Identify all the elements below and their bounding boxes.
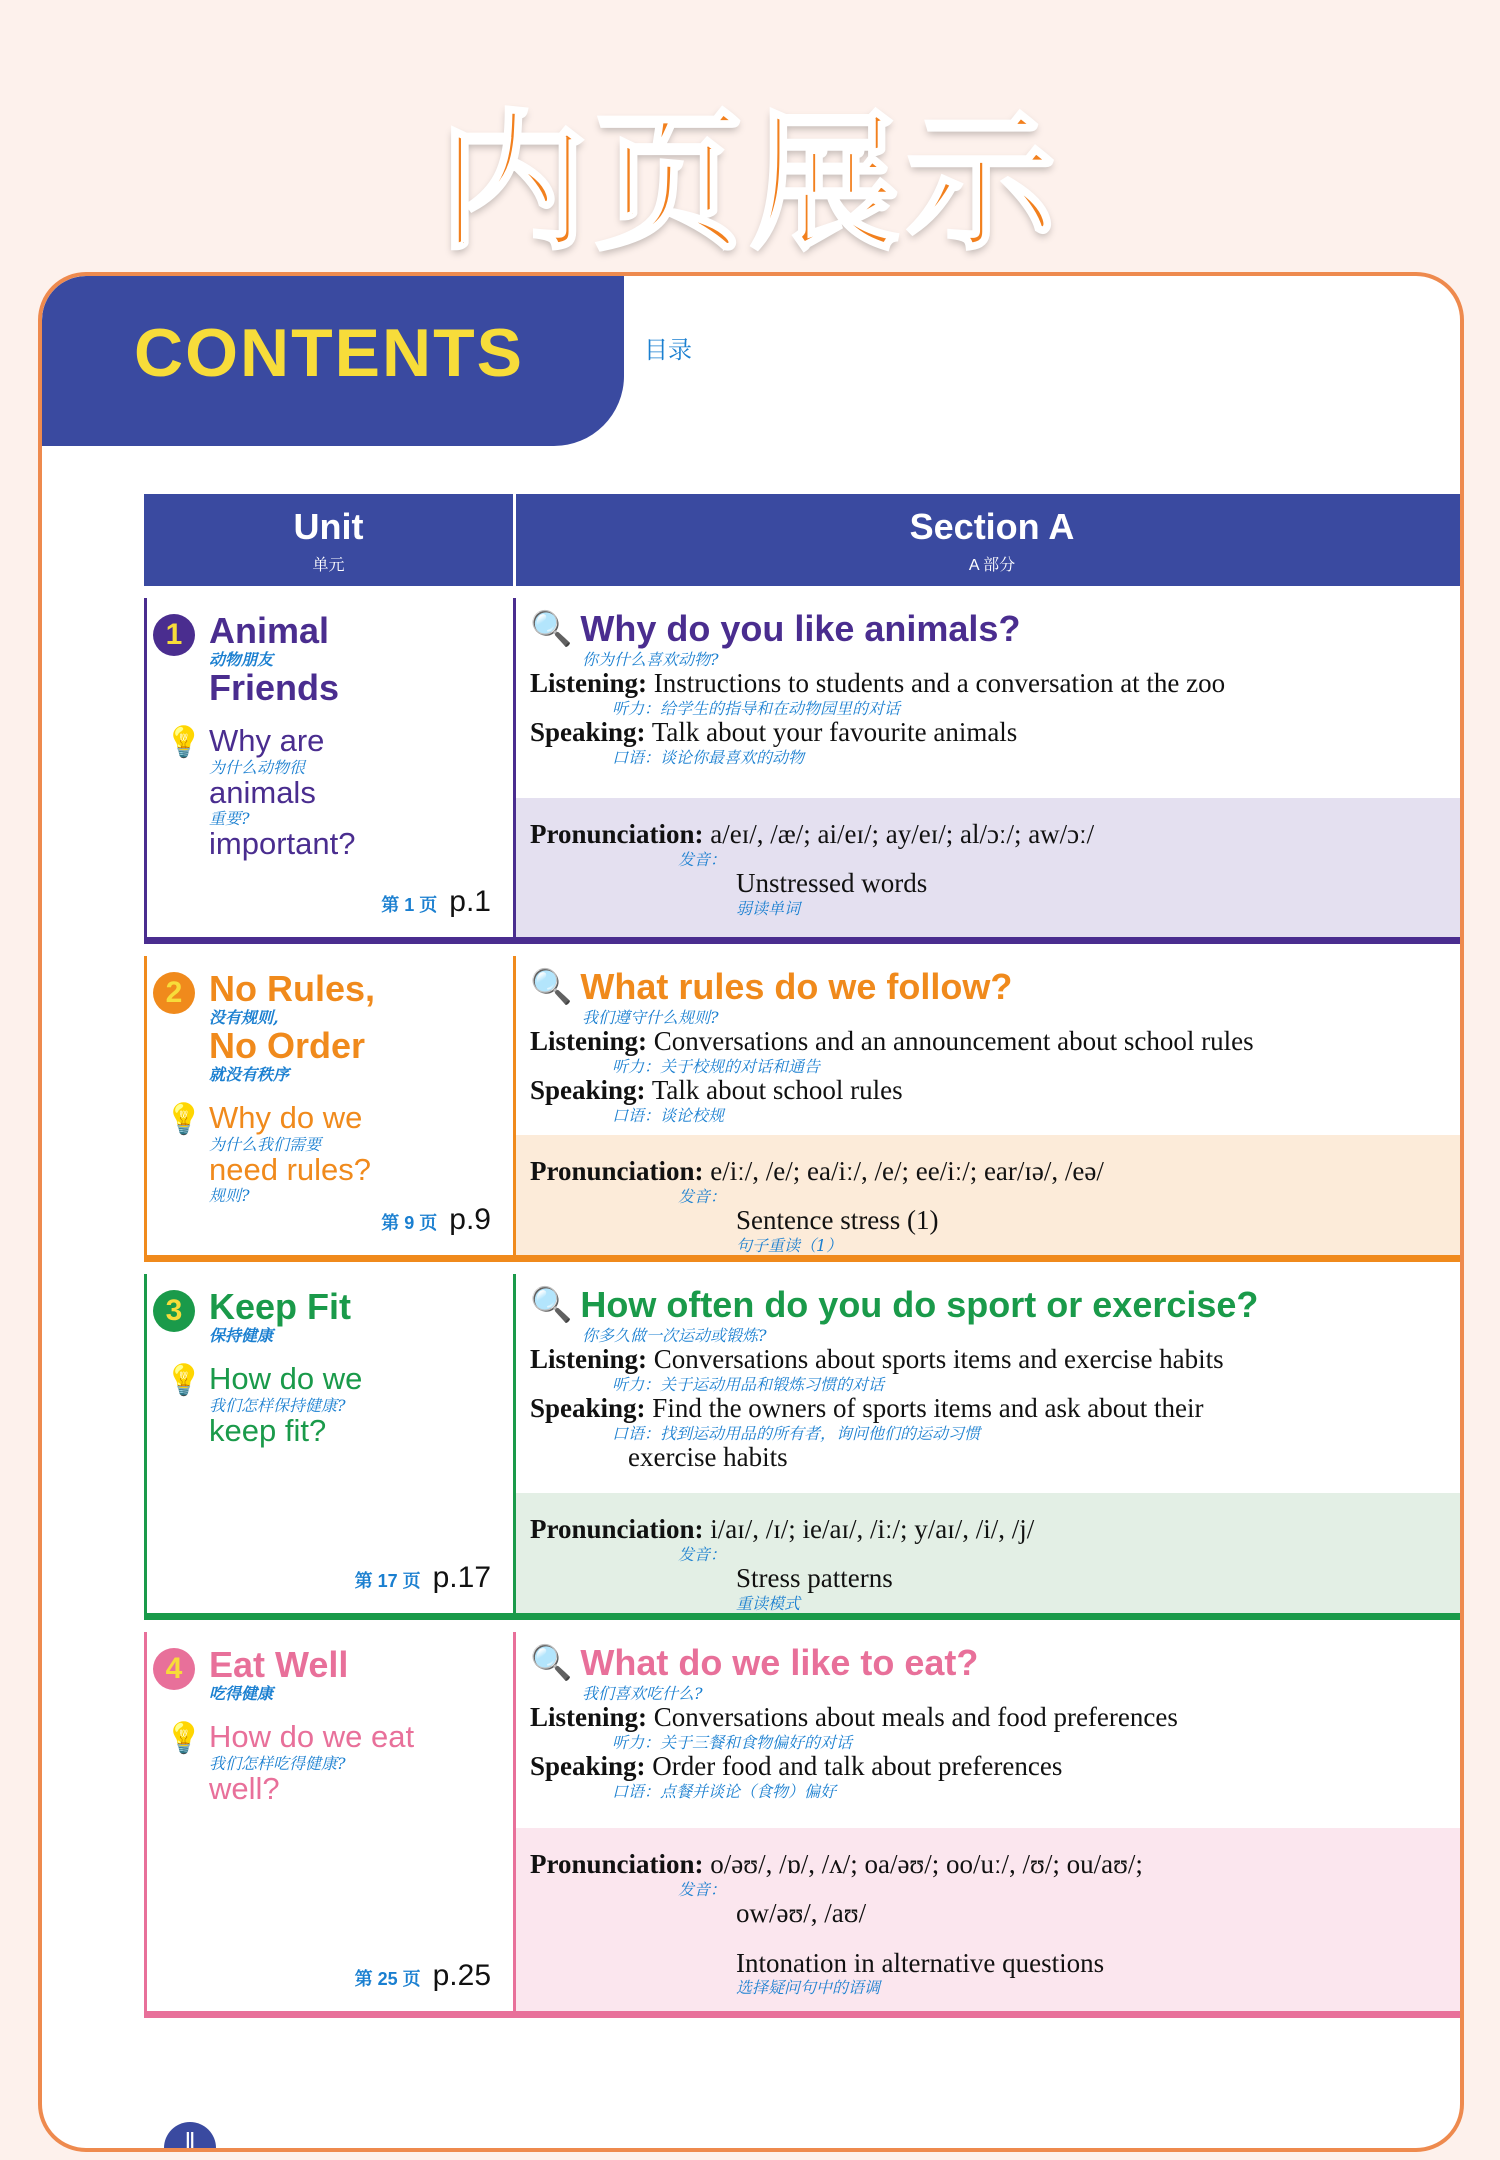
listening-label: Listening: (530, 668, 648, 699)
magnifier-question-icon: 🔍 (530, 610, 573, 648)
unit-question-line: keep fit? (209, 1412, 327, 1448)
unit-row (144, 598, 1464, 944)
speaking-label: Speaking: (530, 1075, 646, 1106)
unit-question-line: Why are (209, 723, 325, 758)
unit-question-cn: 我们怎样吃得健康? (209, 1753, 346, 1773)
section-heading (530, 608, 1456, 650)
page-ref-cn: 第 17 页 (354, 1571, 421, 1591)
speaking-text: Talk about your favourite animals (651, 717, 1018, 748)
unit-question-cn: 重要? (209, 809, 250, 829)
listening-text: Instructions to students and a conversation at the zoo (653, 668, 1226, 699)
listening-label: Listening: (530, 1026, 648, 1057)
listening-line (530, 669, 1456, 699)
magnifier-question-icon: 🔍 (530, 1286, 573, 1324)
listening-label: Listening: (530, 1702, 648, 1733)
pronunciation-label: Pronunciation: (530, 1156, 704, 1187)
unit-question-line: need rules? (209, 1151, 372, 1187)
unit-big-question (209, 725, 355, 861)
pronunciation-label: Pronunciation: (530, 819, 704, 849)
speaking-text: Find the owners of sports items and ask about their (652, 1393, 1204, 1424)
speaking-cn: 口语：点餐并谈论（食物）偏好 (612, 1781, 837, 1801)
pronunciation-section (516, 1135, 1464, 1255)
section-a-content (516, 956, 1464, 1135)
section-heading-text: What rules do we follow? (580, 966, 1013, 1007)
contents-table (144, 494, 1464, 2018)
page-ref-cn: 第 1 页 (381, 895, 438, 915)
listening-cn: 听力：关于运动用品和锻炼习惯的对话 (612, 1374, 885, 1394)
unit-cell[interactable] (144, 1274, 516, 1613)
unit-title (209, 1646, 348, 1703)
section-label-cn: A 部分 (968, 556, 1016, 574)
pronunciation-section (516, 798, 1464, 937)
section-heading (530, 1642, 1456, 1684)
unit-title (209, 970, 375, 1084)
listening-line (530, 1703, 1456, 1733)
page-ref-cn: 第 9 页 (381, 1213, 438, 1233)
unit-question-cn: 规则? (209, 1186, 250, 1206)
section-label: Section A (909, 505, 1075, 547)
speaking-label: Speaking: (530, 1393, 646, 1424)
unit-question-line: How do we eat (209, 1719, 415, 1754)
hero-title: 内页展示 (437, 97, 1062, 271)
section-heading-cn: 你多久做一次运动或锻炼? (582, 1326, 767, 1345)
unit-title-line: Friends (209, 666, 340, 708)
listening-line (530, 1345, 1456, 1375)
speaking-line (530, 1394, 1456, 1424)
unit-title (209, 612, 339, 707)
contents-header-tab (42, 276, 624, 446)
section-heading-cn: 我们喜欢吃什么? (582, 1684, 703, 1703)
section-a-content (516, 598, 1464, 798)
speaking-text: Order food and talk about preferences (652, 1751, 1063, 1782)
section-heading (530, 1284, 1456, 1326)
column-header-unit (144, 494, 516, 586)
section-heading (530, 966, 1456, 1008)
pronunciation-cn: 发音： (678, 849, 727, 869)
pronunciation-line (530, 1850, 1456, 1880)
unit-question-cn: 我们怎样保持健康? (209, 1395, 346, 1415)
unit-page-ref[interactable] (381, 1203, 491, 1237)
section-heading-text: Why do you like animals? (580, 608, 1021, 649)
unit-title-line: No Order (209, 1024, 366, 1066)
lightbulb-question-icon: 💡 (165, 726, 203, 759)
magnifier-question-icon: 🔍 (530, 968, 573, 1006)
unit-title-line: No Rules, (209, 968, 376, 1009)
pronunciation-section (516, 1828, 1464, 2011)
unit-question-line: important? (209, 826, 356, 862)
listening-cn: 听力：关于校规的对话和通告 (612, 1056, 821, 1076)
page-ref: p.1 (449, 885, 491, 918)
pronunciation-topic: Stress patterns (736, 1563, 893, 1594)
pronunciation-line (530, 820, 1456, 850)
unit-title-line: Keep Fit (209, 1286, 352, 1327)
pronunciation-text-cont: ow/əʊ/, /aʊ/ (736, 1897, 867, 1928)
speaking-line (530, 718, 1456, 748)
pronunciation-text: i/aɪ/, /ɪ/; ie/aɪ/, /iː/; y/aɪ/, /i/, /j/ (710, 1514, 1035, 1545)
page-ref: p.25 (432, 1959, 491, 1992)
speaking-text: Talk about school rules (651, 1075, 903, 1106)
magnifier-question-icon: 🔍 (530, 1644, 573, 1682)
unit-big-question (209, 1721, 414, 1805)
pronunciation-text: o/əʊ/, /ɒ/, /ʌ/; oa/əʊ/; oo/uː/, /ʊ/; ou/aʊ/; (710, 1849, 1143, 1879)
lightbulb-question-icon: 💡 (165, 1722, 203, 1755)
speaking-line (530, 1752, 1456, 1782)
speaking-cn: 口语：找到运动用品的所有者，询问他们的运动习惯 (612, 1423, 981, 1443)
unit-title-cn: 动物朋友 (209, 649, 274, 669)
section-a-cell (516, 1274, 1464, 1613)
speaking-cn: 口语：谈论校规 (612, 1105, 725, 1125)
pronunciation-label: Pronunciation: (530, 1849, 704, 1879)
unit-big-question (209, 1363, 362, 1447)
listening-label: Listening: (530, 1344, 648, 1375)
pronunciation-section (516, 1493, 1464, 1613)
pronunciation-topic: Sentence stress (1) (736, 1205, 939, 1236)
pronunciation-cn: 发音： (678, 1186, 727, 1206)
pronunciation-cn: 发音： (678, 1544, 727, 1564)
unit-title-line: Eat Well (209, 1644, 349, 1685)
section-a-content (516, 1274, 1464, 1493)
unit-row (144, 1274, 1464, 1620)
unit-question-cn: 为什么动物很 (209, 757, 306, 777)
pronunciation-topic-cn: 重读模式 (736, 1593, 801, 1613)
contents-page (38, 272, 1464, 2152)
unit-number-badge: 2 (153, 972, 195, 1014)
pronunciation-text: e/iː/, /e/; ea/iː/, /e/; ee/iː/; ear/ɪə/, /eə/ (710, 1156, 1104, 1187)
page-ref: p.17 (432, 1561, 491, 1594)
unit-title (209, 1288, 351, 1345)
speaking-line (530, 1076, 1456, 1106)
unit-cell[interactable] (144, 1632, 516, 2011)
unit-cell[interactable] (144, 598, 516, 937)
section-a-content (516, 1632, 1464, 1828)
speaking-cn: 口语：谈论你最喜欢的动物 (612, 747, 805, 767)
unit-label: Unit (293, 505, 364, 547)
listening-cn: 听力：给学生的指导和在动物园里的对话 (612, 698, 901, 718)
lightbulb-question-icon: 💡 (165, 1103, 203, 1136)
listening-cn: 听力：关于三餐和食物偏好的对话 (612, 1732, 853, 1752)
pronunciation-topic: Unstressed words (736, 867, 928, 898)
section-heading-text: How often do you do sport or exercise? (580, 1284, 1259, 1325)
unit-cell[interactable] (144, 956, 516, 1255)
section-heading-text: What do we like to eat? (580, 1642, 979, 1683)
speaking-text-cont: exercise habits (628, 1441, 788, 1472)
unit-page-ref[interactable] (355, 1959, 491, 1993)
unit-page-ref[interactable] (355, 1561, 491, 1595)
unit-number-badge: 4 (153, 1648, 195, 1690)
unit-question-line: How do we (209, 1361, 363, 1396)
unit-question-cn: 为什么我们需要 (209, 1134, 322, 1154)
section-heading-cn: 你为什么喜欢动物? (582, 650, 719, 669)
page-number: Ⅱ (164, 2122, 216, 2152)
contents-title: CONTENTS (134, 315, 524, 391)
speaking-label: Speaking: (530, 717, 646, 748)
unit-number-badge: 1 (153, 614, 195, 656)
pronunciation-topic-cn: 选择疑问句中的语调 (736, 1978, 881, 1998)
unit-title-cn: 吃得健康 (209, 1683, 274, 1703)
unit-title-cn: 就没有秩序 (209, 1064, 290, 1084)
section-a-cell (516, 1632, 1464, 2011)
table-header (144, 494, 1464, 586)
speaking-label: Speaking: (530, 1751, 646, 1782)
unit-row (144, 956, 1464, 1262)
page-ref: p.9 (449, 1203, 491, 1236)
unit-number-badge: 3 (153, 1290, 195, 1332)
column-header-section-a (516, 494, 1464, 586)
unit-title-cn: 保持健康 (209, 1325, 274, 1345)
unit-title-cn: 没有规则, (209, 1007, 279, 1027)
unit-row (144, 1632, 1464, 2018)
section-heading-cn: 我们遵守什么规则? (582, 1008, 719, 1027)
pronunciation-text: a/eɪ/, /æ/; ai/eɪ/; ay/eɪ/; al/ɔː/; aw/ɔː/ (710, 819, 1095, 849)
section-a-cell (516, 598, 1464, 937)
unit-page-ref[interactable] (381, 885, 491, 919)
pronunciation-line (530, 1157, 1456, 1187)
unit-question-line: Why do we (209, 1100, 363, 1135)
pronunciation-topic-cn: 弱读单词 (736, 898, 801, 918)
unit-title-line: Animal (209, 610, 330, 651)
listening-text: Conversations about sports items and exercise habits (653, 1344, 1224, 1375)
unit-big-question (209, 1102, 371, 1205)
page-ref-cn: 第 25 页 (354, 1969, 421, 1989)
pronunciation-line (530, 1515, 1456, 1545)
listening-text: Conversations and an announcement about school rules (653, 1026, 1254, 1057)
unit-question-line: well? (209, 1770, 280, 1806)
listening-text: Conversations about meals and food preferences (653, 1702, 1178, 1733)
pronunciation-label: Pronunciation: (530, 1514, 704, 1545)
lightbulb-question-icon: 💡 (165, 1364, 203, 1397)
listening-line (530, 1027, 1456, 1057)
contents-title-cn: 目录 (644, 337, 692, 364)
unit-label-cn: 单元 (312, 556, 345, 574)
section-a-cell (516, 956, 1464, 1255)
pronunciation-topic-cn: 句子重读（1） (736, 1235, 843, 1255)
pronunciation-topic: Intonation in alternative questions (736, 1947, 1105, 1978)
pronunciation-cn: 发音： (678, 1879, 727, 1899)
unit-question-line: animals (209, 774, 316, 810)
